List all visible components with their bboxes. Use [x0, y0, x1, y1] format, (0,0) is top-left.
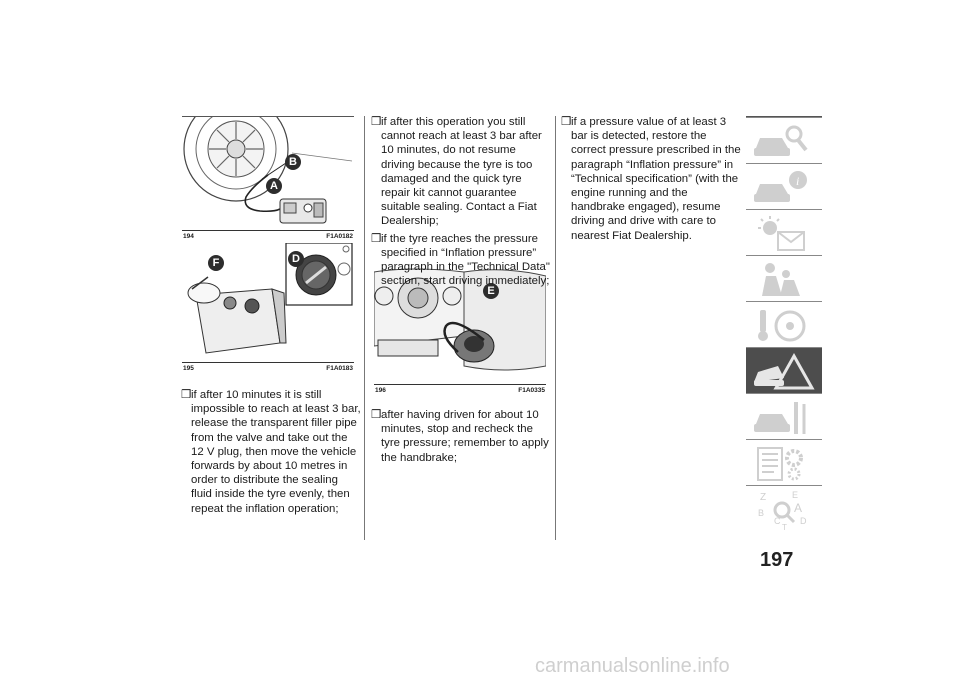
- bullet-text: if after 10 minutes it is still impossible to reach at least 3 bar, release the transparent filler pipe from the valve and take out the 12 V plug, then move the vehicle forwards by about 10 metres in order to distribute the sealing fluid inside the tyre evenly, then repeat the inflation operation;: [191, 389, 361, 515]
- figure-194: [182, 117, 354, 241]
- index-letter: A: [794, 501, 803, 515]
- svg-text:i: i: [796, 174, 800, 188]
- page-number: 197: [760, 549, 794, 571]
- figure-number: 194: [183, 233, 194, 240]
- index-letter: B: [758, 508, 765, 518]
- bullet-text: if the tyre reaches the pressure specified in “Inflation pressure” paragraph in the "Technical Data" section, start driving immediately;: [381, 232, 550, 288]
- tab-emergency[interactable]: [746, 347, 822, 394]
- instruction-bullet: [561, 115, 741, 243]
- figure-number: 196: [375, 387, 386, 394]
- bullet-text: after having driven for about 10 minutes, stop and recheck the tyre pressure; remember to apply the handbrake;: [381, 409, 549, 464]
- column-2-text-bottom: [371, 408, 551, 468]
- bullet-box-icon: ❒: [371, 232, 382, 245]
- index-letter: T: [782, 523, 787, 530]
- bullet-box-icon: ❒: [371, 116, 382, 128]
- figure-caption-bar: [182, 230, 354, 243]
- figure-code: F1A0182: [326, 233, 353, 240]
- column-separator-1: [364, 116, 365, 540]
- tab-car-info[interactable]: [746, 163, 822, 210]
- index-letter: C: [774, 516, 781, 526]
- bullet-box-icon: ❒: [561, 116, 572, 128]
- index-letter: D: [800, 516, 807, 526]
- callout-d: D: [288, 251, 304, 267]
- callout-e: E: [483, 283, 499, 299]
- column-1-text: [181, 388, 361, 519]
- instruction-bullet: [371, 408, 551, 465]
- car-search-icon: [752, 122, 812, 162]
- car-emergency-warning-icon: [752, 352, 816, 392]
- instruction-bullet: [371, 232, 551, 289]
- alphabetical-index-icon: [752, 490, 812, 530]
- figure-number: 195: [183, 365, 194, 372]
- index-letter: Z: [760, 492, 767, 503]
- warning-light-mail-icon: [752, 214, 812, 254]
- instruction-bullet: [371, 115, 551, 229]
- bullet-text: if after this operation you still cannot reach at least 3 bar after 10 minutes, do not resume driving because the tyre is too damaged and the quick tyre repair kit cannot guarantee suitable sealing. Contact a Fiat Dealership;: [381, 116, 542, 228]
- tab-starting-driving[interactable]: [746, 301, 822, 348]
- child-seat-airbag-icon: [752, 260, 812, 300]
- index-letter: E: [792, 490, 799, 500]
- tab-technical-specs[interactable]: [746, 439, 822, 486]
- tab-index[interactable]: [746, 485, 822, 532]
- column-3-text: [561, 115, 741, 246]
- bullet-box-icon: ❒: [371, 409, 382, 421]
- specifications-gears-icon: [752, 444, 812, 484]
- tab-warning-lights[interactable]: [746, 209, 822, 256]
- tab-car-search[interactable]: [746, 117, 822, 164]
- callout-f: F: [208, 255, 224, 271]
- instruction-bullet: [181, 388, 361, 516]
- bullet-box-icon: ❒: [181, 389, 192, 401]
- car-info-icon: [752, 168, 812, 208]
- watermark: carmanualsonline.info: [535, 655, 730, 677]
- tab-safety[interactable]: [746, 255, 822, 302]
- column-2-text-top: [371, 115, 551, 291]
- figure-code: F1A0183: [326, 365, 353, 372]
- tab-maintenance[interactable]: [746, 393, 822, 440]
- bullet-text: if a pressure value of at least 3 bar is detected, restore the correct pressure prescribed in the paragraph “Inflation pressure” in “Technical specification” (with the engine running and the handbrake engaged), resume driving and drive with care to nearest Fiat Dealership.: [571, 116, 741, 242]
- figure-195: [182, 243, 354, 374]
- figure-code: F1A0335: [518, 387, 545, 394]
- figure-caption-bar: [374, 384, 546, 397]
- chapter-sidebar: [746, 117, 822, 541]
- column-separator-2: [555, 116, 556, 540]
- tyre-compressor-illustration: [182, 117, 354, 229]
- key-steering-wheel-icon: [752, 306, 812, 346]
- callout-b: B: [285, 154, 301, 170]
- figure-caption-bar: [182, 362, 354, 375]
- callout-a: A: [266, 178, 282, 194]
- car-maintenance-tools-icon: [752, 398, 812, 438]
